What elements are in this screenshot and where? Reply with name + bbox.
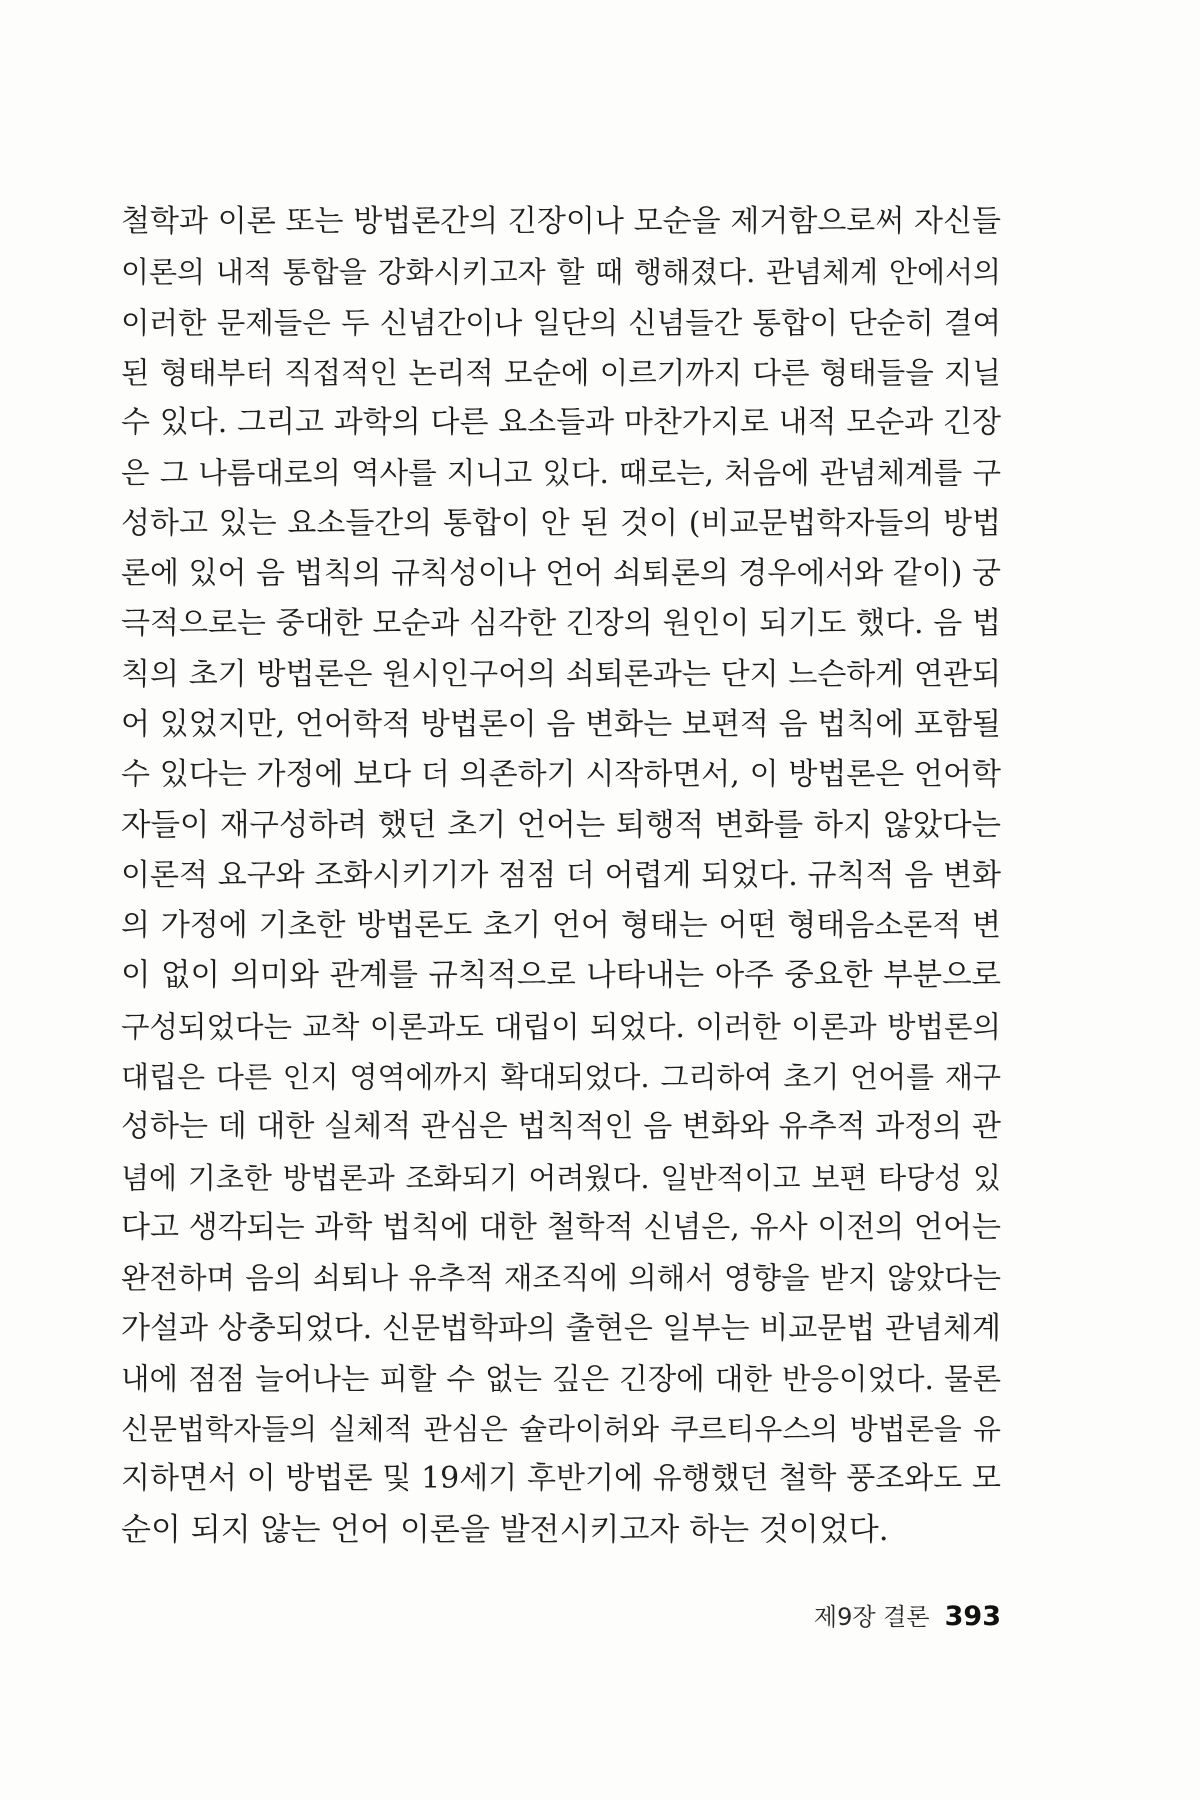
text-line: 가설과 상충되었다. 신문법학파의 출현은 일부는 비교문법 관념체계: [121, 1310, 1001, 1346]
text-line: 론에 있어 음 법칙의 규칙성이나 언어 쇠퇴론의 경우에서와 같이) 궁: [121, 556, 1001, 592]
text-line: 어 있었지만, 언어학적 방법론이 음 변화는 보편적 음 법칙에 포함될: [121, 706, 1001, 742]
text-line: 수 있다. 그리고 과학의 다른 요소들과 마찬가지로 내적 모순과 긴장: [121, 405, 1001, 441]
running-footer: [814, 1597, 1001, 1637]
text-line: 이러한 문제들은 두 신념간이나 일단의 신념들간 통합이 단순히 결여: [121, 305, 1001, 340]
text-line: 성하고 있는 요소들간의 통합이 안 된 것이 (비교문법학자들의 방법: [121, 505, 1001, 541]
footer-chapter-title: 제9장 결론: [813, 1603, 930, 1631]
body-paragraph: [121, 197, 1001, 1555]
text-line: 은 그 나름대로의 역사를 지니고 있다. 때로는, 처음에 관념체계를 구: [121, 456, 1001, 491]
text-line: 완전하며 음의 쇠퇴나 유추적 재조직에 의해서 영향을 받지 않았다는: [121, 1261, 1001, 1296]
text-line: 이 없이 의미와 관계를 규칙적으로 나타내는 아주 중요한 부분으로: [121, 958, 1001, 994]
text-line: 의 가정에 기초한 방법론도 초기 언어 형태는 어떤 형태음소론적 변: [121, 908, 1001, 944]
text-line: 순이 되지 않는 언어 이론을 발전시키고자 하는 것이었다.: [121, 1511, 889, 1548]
text-line: 다고 생각되는 과학 법칙에 대한 철학적 신념은, 유사 이전의 언어는: [121, 1209, 1001, 1245]
text-line: 수 있다는 가정에 보다 더 의존하기 시작하면서, 이 방법론은 언어학: [121, 757, 1001, 793]
text-line: 극적으로는 중대한 모순과 심각한 긴장의 원인이 되기도 했다. 음 법: [121, 606, 1001, 642]
text-line: 신문법학자들의 실체적 관심은 슐라이허와 쿠르티우스의 방법론을 유: [121, 1412, 1001, 1447]
page-number: 393: [944, 1601, 1001, 1632]
text-line: 칙의 초기 방법론은 원시인구어의 쇠퇴론과는 단지 느슨하게 연관되: [121, 656, 1001, 692]
text-line: 구성되었다는 교착 이론과도 대립이 되었다. 이러한 이론과 방법론의: [121, 1009, 1001, 1044]
text-line: 성하는 데 대한 실체적 관심은 법칙적인 음 변화와 유추적 과정의 관: [121, 1109, 1001, 1145]
text-line: 지하면서 이 방법론 및 19세기 후반기에 유행했던 철학 풍조와도 모: [121, 1461, 1001, 1497]
text-line: 내에 점점 늘어나는 피할 수 없는 깊은 긴장에 대한 반응이었다. 물론: [121, 1361, 1001, 1396]
text-line: 이론의 내적 통합을 강화시키고자 할 때 행해졌다. 관념체계 안에서의: [121, 255, 1001, 290]
text-line: 대립은 다른 인지 영역에까지 확대되었다. 그리하여 초기 언어를 재구: [121, 1060, 1001, 1095]
text-line: 념에 기초한 방법론과 조화되기 어려웠다. 일반적이고 보편 타당성 있: [121, 1160, 1001, 1195]
text-line: 자들이 재구성하려 했던 초기 언어는 퇴행적 변화를 하지 않았다는: [121, 807, 1001, 843]
text-line: 이론적 요구와 조화시키기가 점점 더 어렵게 되었다. 규칙적 음 변화: [121, 857, 1001, 893]
text-line: 철학과 이론 또는 방법론간의 긴장이나 모순을 제거함으로써 자신들: [121, 204, 1001, 239]
text-line: 된 형태부터 직접적인 논리적 모순에 이르기까지 다른 형태들을 지닐: [121, 355, 1001, 390]
